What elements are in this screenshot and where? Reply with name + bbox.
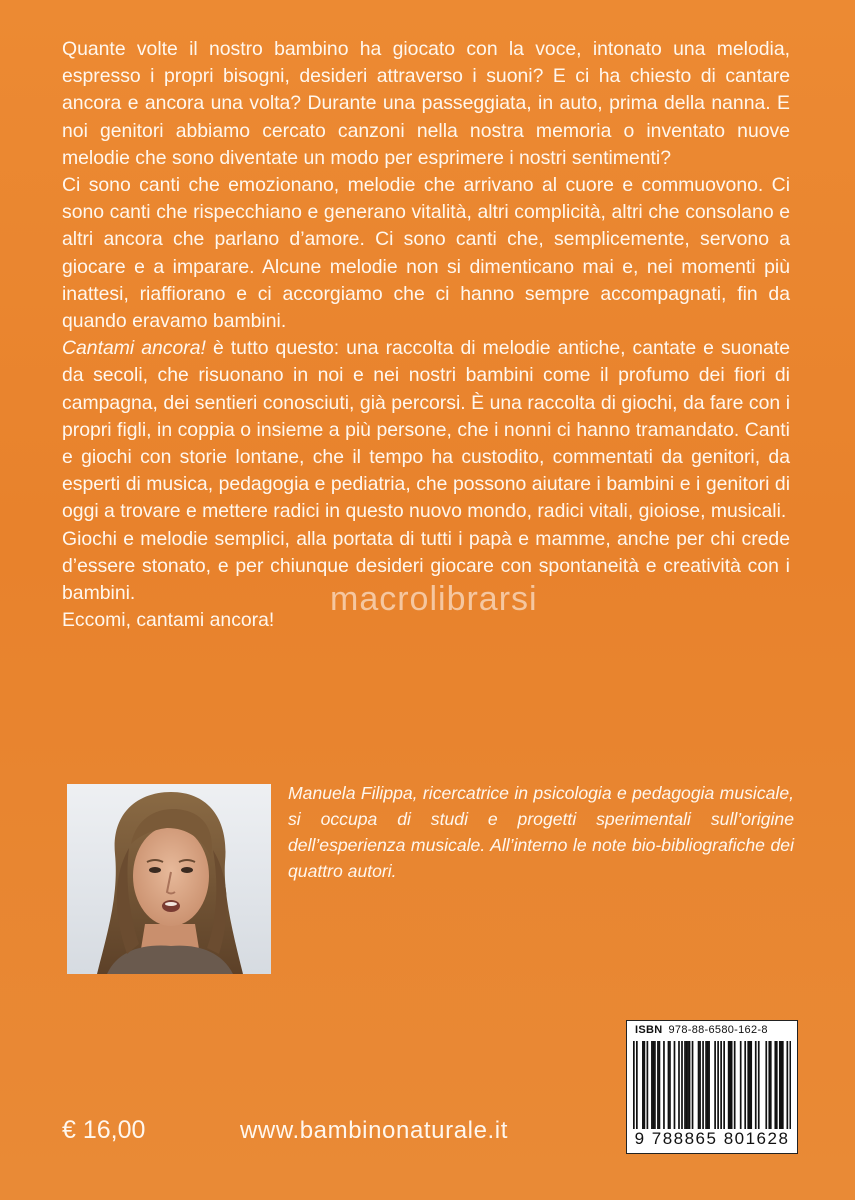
barcode-bar [686, 1041, 688, 1129]
book-title-italic: Cantami ancora! [62, 337, 206, 360]
barcode-bar [744, 1041, 746, 1129]
barcode-bar [723, 1041, 725, 1129]
barcode-bar [657, 1041, 659, 1129]
barcode-bar [698, 1041, 700, 1129]
barcode-bar [659, 1041, 661, 1129]
barcode-bar [770, 1041, 772, 1129]
watermark-logo: macrolibrarsi [330, 580, 538, 618]
barcode-bar [681, 1041, 683, 1129]
barcode-bar [734, 1041, 736, 1129]
isbn-label [635, 1024, 768, 1036]
barcode-bar [705, 1041, 707, 1129]
barcode-bar [708, 1041, 710, 1129]
barcode-bar [668, 1041, 670, 1129]
barcode-bar [782, 1041, 784, 1129]
barcode-bar [731, 1041, 733, 1129]
isbn-number: 978-88-6580-162-8 [668, 1024, 768, 1036]
barcode-bar [774, 1041, 776, 1129]
barcode-bar [765, 1041, 767, 1129]
barcode-bar [790, 1041, 792, 1129]
blurb-paragraph-3-text: è tutto questo: una raccolta di melodie antiche, cantate e suonate da secoli, che risuonano in noi e nei nostri bambini come il profumo dei fiori di campagna, dei sentieri conosciuti, già percorsi. È una raccolta di giochi, da fare con i propri figli, in coppia o insieme a più persone, che i nonni ci hanno tramandato. Canti e giochi con storie lontane, che il tempo ha custodito, commentati da genitori, da esperti di musica, pedagogia e pediatria, che possono aiutare i bambini e i genitori di oggi a trovare e mettere radici in questo nuovo mondo, radici vitali, gioiose, musicali. [62, 337, 790, 523]
price: € 16,00 [62, 1116, 146, 1144]
barcode-bar [654, 1041, 656, 1129]
barcode-bar [728, 1041, 730, 1129]
barcode-bar [678, 1041, 680, 1129]
blurb-paragraph-2: Ci sono canti che emozionano, melodie che arrivano al cuore e commuovono. Ci sono canti che rispecchiano e generano vitalità, altri complicità, altri che consolano e altri ancora che parlano d’amore. Ci sono canti che, semplicemente, servono a giocare e a imparare. Alcune melodie non si dimenticano mai e, nei momenti più inattesi, riaffiorano e ci accorgiamo che ci hanno sempre accompagnati, fin da quando eravamo bambini. [62, 174, 790, 333]
barcode-bar [776, 1041, 778, 1129]
barcode-bar [749, 1041, 751, 1129]
barcode-bar [702, 1041, 704, 1129]
barcode-bar [747, 1041, 749, 1129]
barcode-bar [699, 1041, 701, 1129]
blurb-text [62, 36, 790, 634]
blurb-paragraph-3 [62, 335, 790, 525]
barcode-bar [740, 1041, 742, 1129]
barcode-bar [663, 1041, 665, 1129]
barcode-bar [750, 1041, 752, 1129]
barcode-bar [780, 1041, 782, 1129]
barcode-bar [729, 1041, 731, 1129]
isbn-prefix: ISBN [635, 1024, 663, 1036]
barcode-bar [636, 1041, 638, 1129]
barcode-bar [674, 1041, 676, 1129]
barcode-bar [653, 1041, 655, 1129]
barcode-digits: 9 788865 801628 [634, 1129, 790, 1148]
publisher-website[interactable]: www.bambinonaturale.it [240, 1117, 509, 1144]
barcode-bars [633, 1041, 791, 1129]
author-bio: Manuela Filippa, ricercatrice in psicologia e pedagogia musicale, si occupa di studi e progetti sperimentali sull’origine dell’esperienza musicale. All’interno le note bio-bibliografiche dei quattro autori. [288, 783, 794, 881]
barcode-bar [779, 1041, 781, 1129]
barcode-bar [633, 1041, 635, 1129]
barcode-bar [669, 1041, 671, 1129]
author-photo [67, 784, 271, 974]
barcode-bar [647, 1041, 649, 1129]
barcode-bar [786, 1041, 788, 1129]
isbn-barcode [626, 1020, 798, 1154]
barcode-bar [758, 1041, 760, 1129]
barcode-bar [689, 1041, 691, 1129]
barcode-bar [768, 1041, 770, 1129]
barcode-bar [642, 1041, 644, 1129]
barcode-bar [707, 1041, 709, 1129]
barcode-bar [684, 1041, 686, 1129]
blurb-paragraph-1: Quante volte il nostro bambino ha giocato con la voce, intonato una melodia, espresso i propri bisogni, desideri attraverso i suoni? E ci ha chiesto di cantare ancora e ancora una volta? Durante una passeggiata, in auto, prima della nanna. E noi genitori abbiamo cercato canzoni nella nostra memoria o inventato nuove melodie che sono diventate un modo per esprimere i nostri sentimenti? [62, 38, 790, 169]
barcode-bar [687, 1041, 689, 1129]
barcode-bar [644, 1041, 646, 1129]
barcode-bar [714, 1041, 716, 1129]
closing-line: Eccomi, cantami ancora! [62, 609, 275, 632]
blurb-paragraph-4: Giochi e melodie semplici, alla portata di tutti i papà e mamme, anche per chi crede d’essere stonato, e per chiunque desideri giocare con spontaneità e creatività con i bambini. [62, 527, 790, 605]
barcode-bar [755, 1041, 757, 1129]
barcode-bar [651, 1041, 653, 1129]
barcode-bar [717, 1041, 719, 1129]
barcode-bar [692, 1041, 694, 1129]
barcode-bar [720, 1041, 722, 1129]
